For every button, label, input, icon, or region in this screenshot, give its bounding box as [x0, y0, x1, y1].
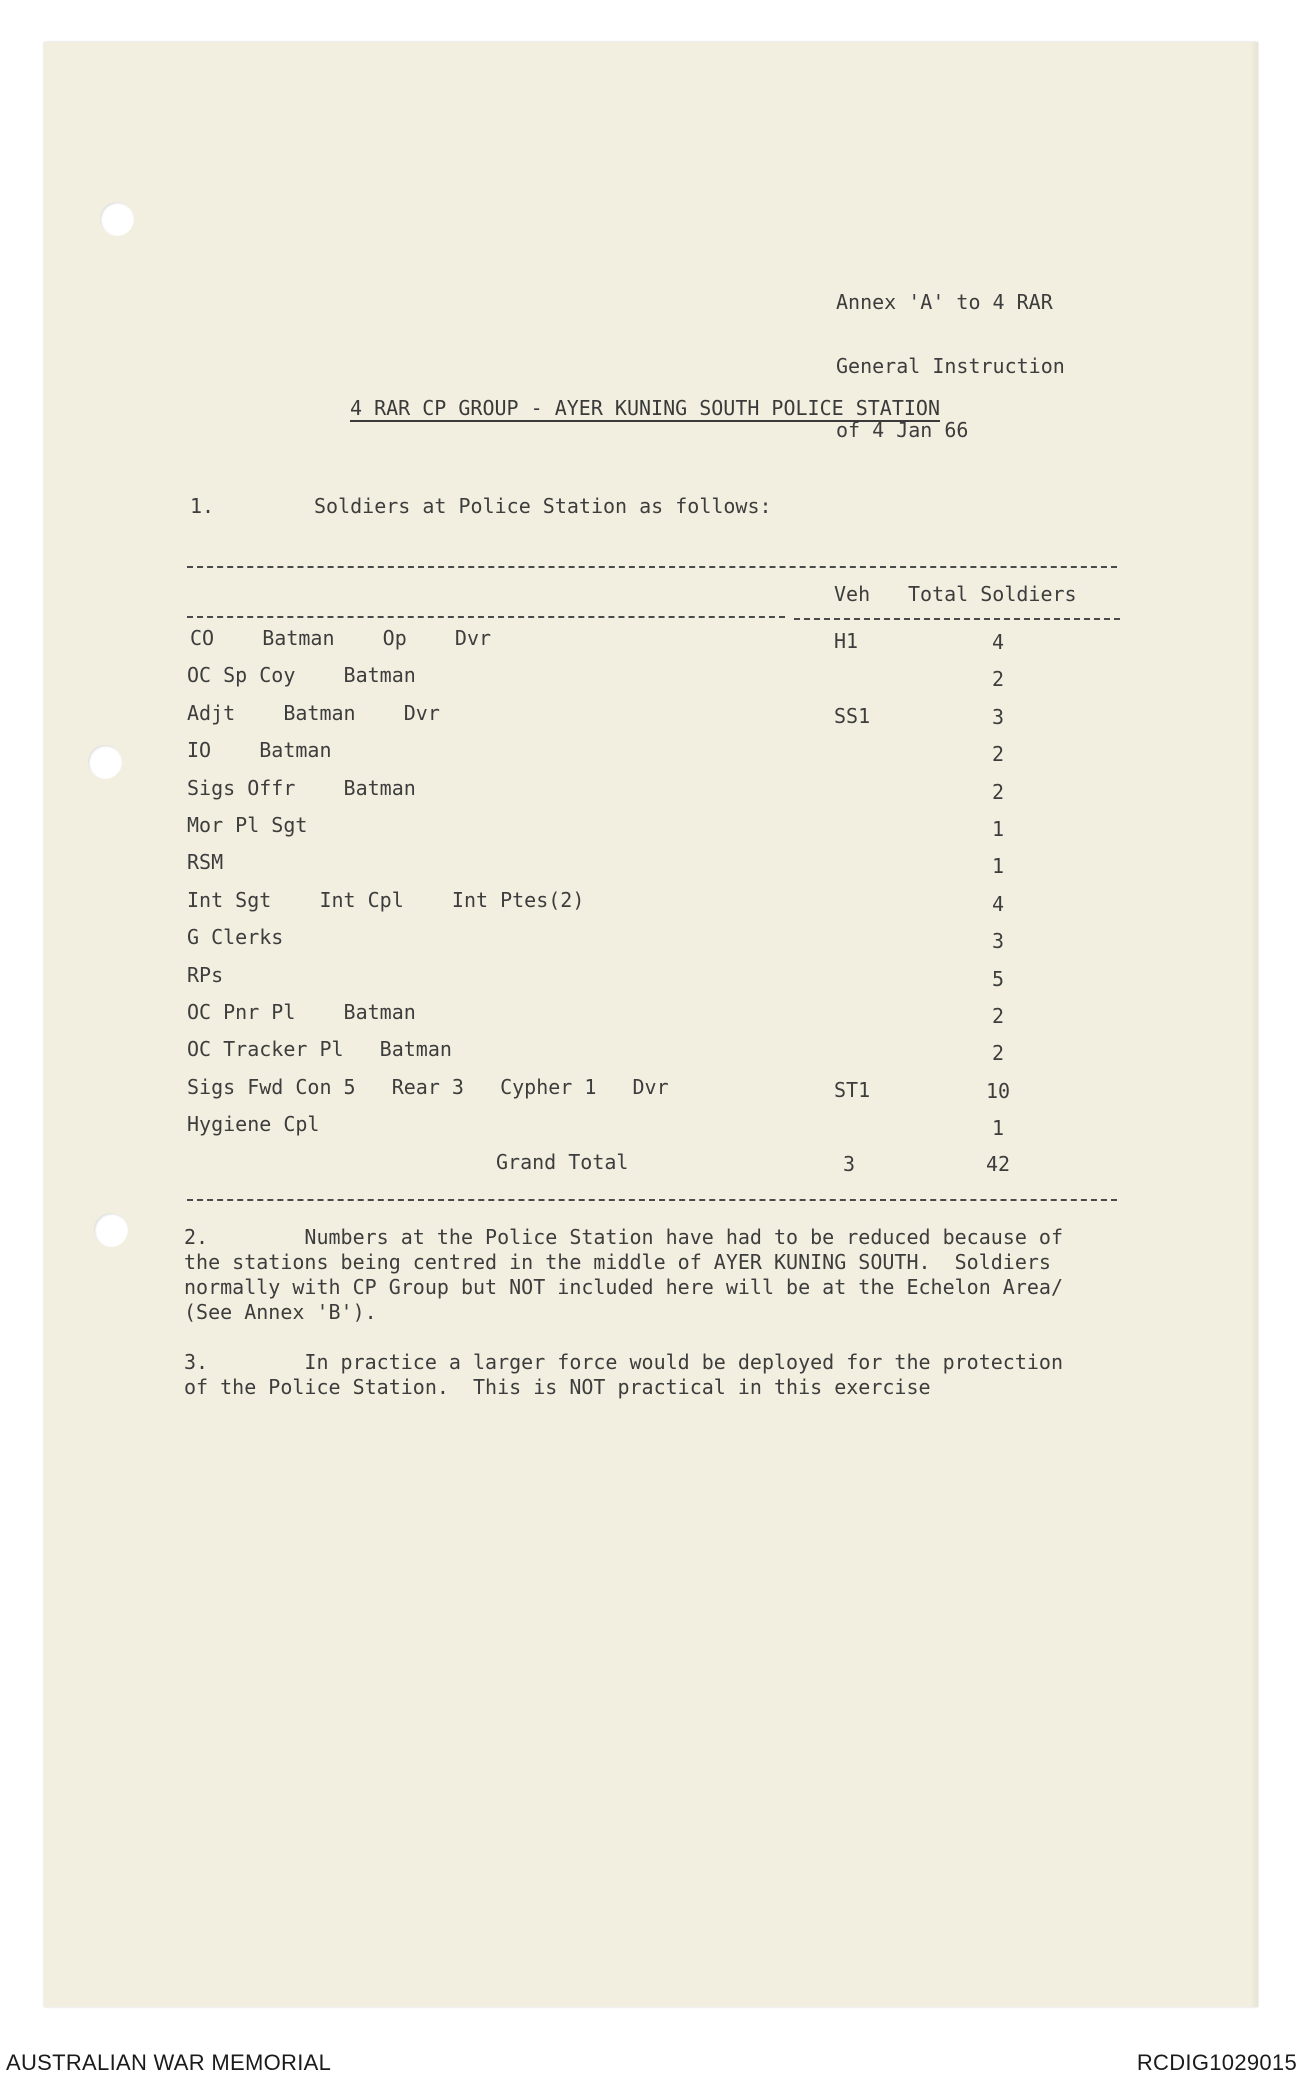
table-row-total: 5 [991, 967, 1005, 991]
table-row-total: 2 [991, 742, 1005, 766]
table-bottom-rule [187, 1199, 1117, 1201]
paragraph-2: 2. Numbers at the Police Station have had to be reduced because of the stations being centred in the middle of AYER KUNING SOUTH. Soldiers normally with CP Group but NOT included here will be at the Echelon Area/ (See Annex 'B'). [184, 1225, 1063, 1324]
table-row-total: 4 [991, 630, 1005, 654]
table-row-label: Mor Pl Sgt [187, 813, 308, 837]
table-row-label: OC Pnr Pl Batman [187, 1000, 416, 1024]
paragraph-3: 3. In practice a larger force would be deployed for the protection of the Police Station. This is NOT practical in this exercise [184, 1350, 1063, 1399]
punch-hole-top [100, 202, 134, 236]
para1-text: Soldiers at Police Station as follows: [314, 494, 772, 518]
table-row-label: RPs [187, 963, 224, 987]
grand-total-label: Grand Total [496, 1150, 629, 1174]
header-veh: Veh [834, 582, 871, 606]
document-title: 4 RAR CP GROUP - AYER KUNING SOUTH POLICE STATION [350, 396, 941, 420]
annex-line-3: of 4 Jan 66 [836, 418, 969, 442]
annex-line-2: General Instruction [836, 354, 1065, 378]
table-row-total: 2 [991, 1041, 1005, 1065]
table-row-veh: ST1 [834, 1078, 871, 1102]
table-row-label: Sigs Fwd Con 5 Rear 3 Cypher 1 Dvr [187, 1075, 669, 1099]
table-header-rule-left [187, 616, 785, 618]
table-row-total: 1 [991, 817, 1005, 841]
annex-header [836, 252, 1065, 464]
punch-hole-bottom [94, 1213, 128, 1247]
header-total-soldiers: Total Soldiers [908, 582, 1077, 606]
table-row-label: Hygiene Cpl [187, 1112, 320, 1136]
table-top-rule [187, 566, 1117, 568]
grand-total-veh: 3 [843, 1152, 856, 1176]
table-row-label: OC Sp Coy Batman [187, 663, 416, 687]
table-row-total: 4 [991, 892, 1005, 916]
table-row-total: 2 [991, 667, 1005, 691]
table-header-rule-right [794, 618, 1120, 620]
table-row-label: Sigs Offr Batman [187, 776, 416, 800]
table-row-label: IO Batman [187, 738, 332, 762]
footer-source: AUSTRALIAN WAR MEMORIAL [6, 2050, 332, 2075]
table-row-label: CO Batman Op Dvr [190, 626, 492, 650]
table-row-total: 2 [991, 1004, 1005, 1028]
table-row-label: G Clerks [187, 925, 284, 949]
table-row-veh: SS1 [834, 704, 871, 728]
para1-number: 1. [190, 494, 215, 518]
table-row-label: Adjt Batman Dvr [187, 701, 440, 725]
table-row-label: RSM [187, 850, 224, 874]
table-row-total: 10 [985, 1079, 1011, 1103]
footer-record-id: RCDIG1029015 [1136, 2050, 1297, 2075]
document-page [44, 42, 1258, 2007]
table-row-total: 3 [991, 929, 1005, 953]
table-row-total: 1 [991, 1116, 1005, 1140]
table-row-total: 1 [991, 854, 1005, 878]
table-row-veh: H1 [834, 629, 859, 653]
table-row-label: OC Tracker Pl Batman [187, 1037, 452, 1061]
table-row-total: 3 [991, 705, 1005, 729]
table-row-total: 2 [991, 780, 1005, 804]
grand-total-value: 42 [985, 1152, 1011, 1176]
punch-hole-middle [88, 745, 122, 779]
annex-line-1: Annex 'A' to 4 RAR [836, 290, 1053, 314]
table-row-label: Int Sgt Int Cpl Int Ptes(2) [187, 888, 585, 912]
